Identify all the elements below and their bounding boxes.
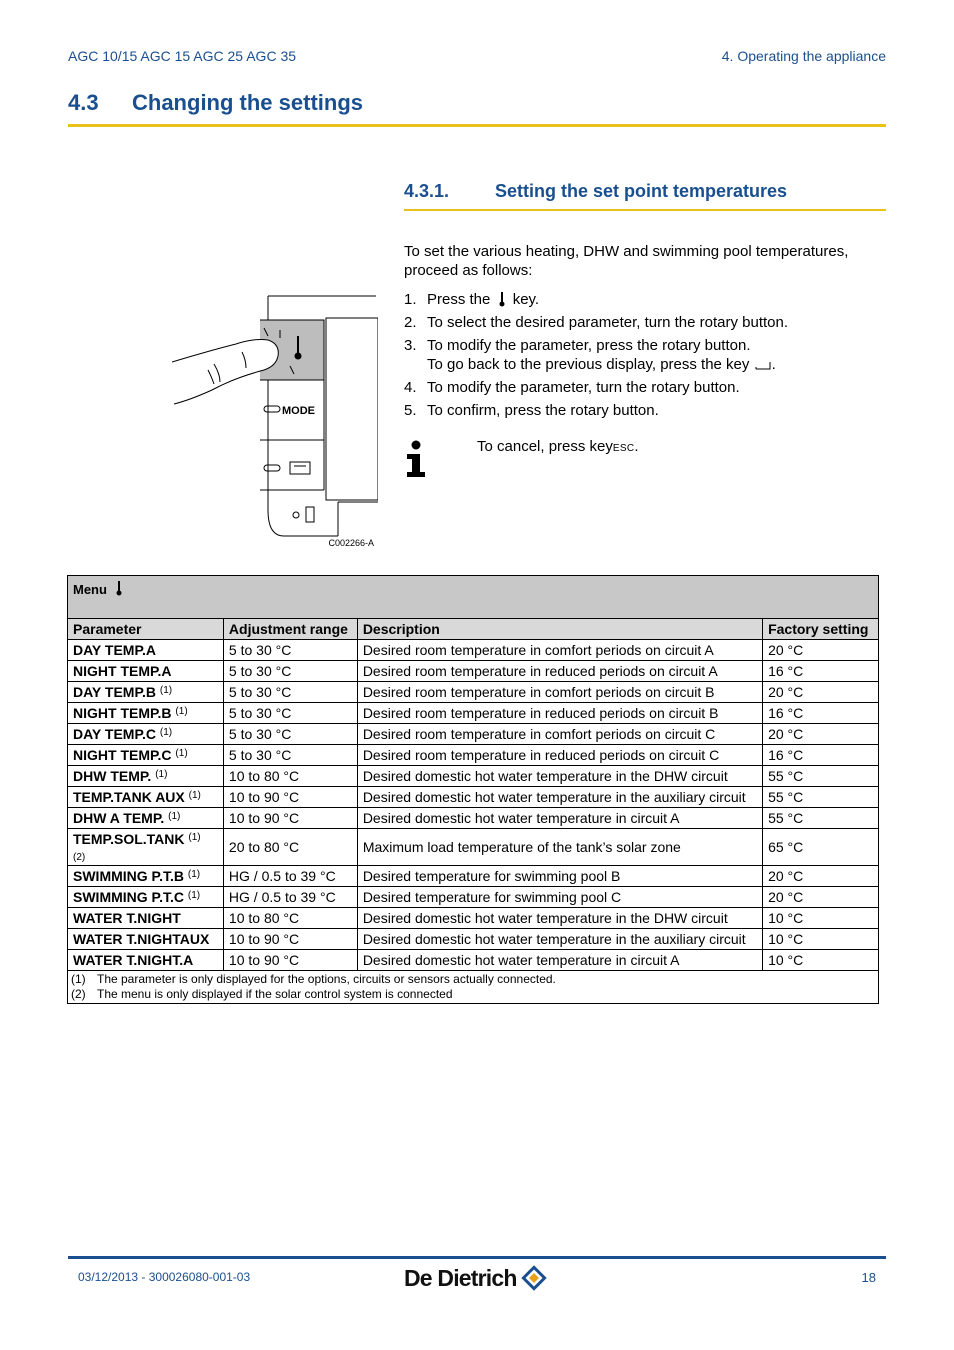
esc-key-label: ESC xyxy=(612,443,635,454)
description-cell: Desired temperature for swimming pool C xyxy=(357,887,762,908)
thermometer-icon xyxy=(114,580,124,596)
factory-setting-cell: 55 °C xyxy=(763,787,879,808)
control-panel-illustration xyxy=(172,292,378,550)
step-5: 5. To confirm, press the rotary button. xyxy=(404,402,659,419)
table-row xyxy=(68,829,879,866)
factory-setting-cell: 20 °C xyxy=(763,887,879,908)
brand-name: De Dietrich xyxy=(404,1264,517,1291)
parameter-cell: NIGHT TEMP.C $^{(1)}$ xyxy=(68,745,224,766)
range-cell: 5 to 30 °C xyxy=(223,703,357,724)
footnote-ref: (2) xyxy=(73,852,86,863)
factory-setting-cell: 55 °C xyxy=(763,808,879,829)
brand-diamond-icon xyxy=(519,1263,549,1293)
parameter-cell: DHW TEMP. $^{(1)}$ xyxy=(68,766,224,787)
range-cell: 10 to 80 °C xyxy=(223,766,357,787)
factory-setting-cell: 65 °C xyxy=(763,829,879,866)
description-cell: Desired domestic hot water temperature in the auxiliary circuit xyxy=(357,787,762,808)
range-cell: 5 to 30 °C xyxy=(223,640,357,661)
description-cell: Desired domestic hot water temperature in circuit A xyxy=(357,950,762,971)
range-cell: HG / 0.5 to 39 °C xyxy=(223,887,357,908)
intro-paragraph: To set the various heating, DHW and swimming pool temperatures, proceed as follows: xyxy=(404,243,849,279)
table-row xyxy=(68,887,879,908)
info-icon xyxy=(404,440,428,478)
footnote-ref: (1) xyxy=(155,769,168,780)
table-row xyxy=(68,787,879,808)
header-document-models: AGC 10/15 AGC 15 AGC 25 AGC 35 xyxy=(68,48,297,64)
table-row xyxy=(68,766,879,787)
description-cell: Desired domestic hot water temperature in circuit A xyxy=(357,808,762,829)
footnotes-row xyxy=(68,971,879,1004)
range-cell: 10 to 90 °C xyxy=(223,808,357,829)
step-4: 4. To modify the parameter, turn the rotary button. xyxy=(404,379,740,396)
footnote: (2) The menu is only displayed if the solar control system is connected xyxy=(71,987,453,1001)
footnote-ref: (1) xyxy=(168,811,181,822)
brand-logo xyxy=(404,1262,549,1294)
table-row xyxy=(68,808,879,829)
header-chapter: 4. Operating the appliance xyxy=(721,48,886,64)
steps-list xyxy=(404,290,886,424)
footnote-ref: (1) xyxy=(188,790,201,801)
parameter-cell: DAY TEMP.B $^{(1)}$ xyxy=(68,682,224,703)
footnote-ref: (1) xyxy=(187,869,201,880)
column-header: Parameter xyxy=(68,619,224,640)
range-cell: 5 to 30 °C xyxy=(223,745,357,766)
description-cell: Desired room temperature in reduced periods on circuit B xyxy=(357,703,762,724)
table-row xyxy=(68,640,879,661)
factory-setting-cell: 10 °C xyxy=(763,950,879,971)
footnote-ref: (1) xyxy=(175,706,188,717)
factory-setting-cell: 20 °C xyxy=(763,724,879,745)
table-row xyxy=(68,908,879,929)
table-row xyxy=(68,703,879,724)
table-row xyxy=(68,866,879,887)
range-cell: 10 to 80 °C xyxy=(223,908,357,929)
table-row xyxy=(68,682,879,703)
column-header: Adjustment range xyxy=(223,619,357,640)
parameter-cell: TEMP.SOL.TANK $^{(1)}$ (2) xyxy=(68,829,224,866)
range-cell: HG / 0.5 to 39 °C xyxy=(223,866,357,887)
parameter-cell: WATER T.NIGHTAUX xyxy=(68,929,224,950)
column-header: Factory setting xyxy=(763,619,879,640)
page-number: 18 xyxy=(861,1270,876,1285)
description-cell: Desired domestic hot water temperature in the auxiliary circuit xyxy=(357,929,762,950)
factory-setting-cell: 20 °C xyxy=(763,682,879,703)
step-2: 2. To select the desired parameter, turn the rotary button. xyxy=(404,314,789,331)
description-cell: Desired temperature for swimming pool B xyxy=(357,866,762,887)
parameter-cell: DHW A TEMP. $^{(1)}$ xyxy=(68,808,224,829)
subsection-heading xyxy=(404,180,886,211)
description-cell: Maximum load temperature of the tank’s solar zone xyxy=(357,829,762,866)
factory-setting-cell: 16 °C xyxy=(763,703,879,724)
parameter-cell: WATER T.NIGHT xyxy=(68,908,224,929)
table-row xyxy=(68,929,879,950)
factory-setting-cell: 55 °C xyxy=(763,766,879,787)
factory-setting-cell: 10 °C xyxy=(763,908,879,929)
settings-table-container xyxy=(67,575,879,1004)
table-row xyxy=(68,745,879,766)
range-cell: 5 to 30 °C xyxy=(223,682,357,703)
parameter-cell: SWIMMING P.T.B $^{(1)}$ xyxy=(68,866,224,887)
step-1: 1. Press the key. xyxy=(404,291,540,308)
description-cell: Desired domestic hot water temperature in the DHW circuit xyxy=(357,908,762,929)
description-cell: Desired room temperature in reduced periods on circuit C xyxy=(357,745,762,766)
parameter-cell: TEMP.TANK AUX $^{(1)}$ xyxy=(68,787,224,808)
table-row xyxy=(68,950,879,971)
footnote-ref: (1) xyxy=(175,748,188,759)
illustration-reference: C002266-A xyxy=(328,538,374,548)
thermometer-key-icon xyxy=(495,291,509,307)
description-cell: Desired domestic hot water temperature in the DHW circuit xyxy=(357,766,762,787)
footer-date-reference: 03/12/2013 - 300026080-001-03 xyxy=(78,1270,251,1284)
footnote-ref: (1) xyxy=(187,890,201,901)
parameter-cell: SWIMMING P.T.C $^{(1)}$ xyxy=(68,887,224,908)
description-cell: Desired room temperature in comfort periods on circuit A xyxy=(357,640,762,661)
menu-header: Menu xyxy=(68,576,879,619)
subsection-number: 4.3.1. xyxy=(404,181,450,201)
range-cell: 10 to 90 °C xyxy=(223,787,357,808)
factory-setting-cell: 10 °C xyxy=(763,929,879,950)
factory-setting-cell: 16 °C xyxy=(763,745,879,766)
parameter-cell: NIGHT TEMP.A xyxy=(68,661,224,682)
footnote-ref: (1) xyxy=(159,727,173,738)
table-header-row xyxy=(68,619,879,640)
section-title: Changing the settings xyxy=(132,90,363,115)
range-cell: 5 to 30 °C xyxy=(223,661,357,682)
range-cell: 5 to 30 °C xyxy=(223,724,357,745)
description-cell: Desired room temperature in reduced periods on circuit A xyxy=(357,661,762,682)
parameter-cell: DAY TEMP.C $^{(1)}$ xyxy=(68,724,224,745)
factory-setting-cell: 20 °C xyxy=(763,640,879,661)
section-heading xyxy=(68,90,886,127)
footer-rule xyxy=(68,1256,886,1259)
description-cell: Desired room temperature in comfort periods on circuit C xyxy=(357,724,762,745)
footnote-ref: (1) xyxy=(188,832,201,843)
parameter-cell: WATER T.NIGHT.A xyxy=(68,950,224,971)
footnote: (1) The parameter is only displayed for the options, circuits or sensors actually connected. xyxy=(71,972,556,986)
back-key-icon xyxy=(754,358,772,370)
section-number: 4.3 xyxy=(68,90,99,115)
factory-setting-cell: 16 °C xyxy=(763,661,879,682)
parameter-cell: DAY TEMP.A xyxy=(68,640,224,661)
subsection-title: Setting the set point temperatures xyxy=(495,181,788,201)
settings-table xyxy=(67,575,879,1004)
step-3: 3. To modify the parameter, press the rotary button. To go back to the previous display, press the key . xyxy=(404,337,776,373)
factory-setting-cell: 20 °C xyxy=(763,866,879,887)
range-cell: 10 to 90 °C xyxy=(223,950,357,971)
parameter-cell: NIGHT TEMP.B $^{(1)}$ xyxy=(68,703,224,724)
range-cell: 20 to 80 °C xyxy=(223,829,357,866)
column-header: Description xyxy=(357,619,762,640)
table-row xyxy=(68,724,879,745)
range-cell: 10 to 90 °C xyxy=(223,929,357,950)
table-row xyxy=(68,661,879,682)
cancel-note: To cancel, press keyESC. xyxy=(477,438,639,455)
description-cell: Desired room temperature in comfort periods on circuit B xyxy=(357,682,762,703)
table-body xyxy=(68,640,879,971)
footnote-ref: (1) xyxy=(159,685,173,696)
footnotes-cell xyxy=(68,971,879,1004)
mode-label: MODE xyxy=(282,405,315,417)
